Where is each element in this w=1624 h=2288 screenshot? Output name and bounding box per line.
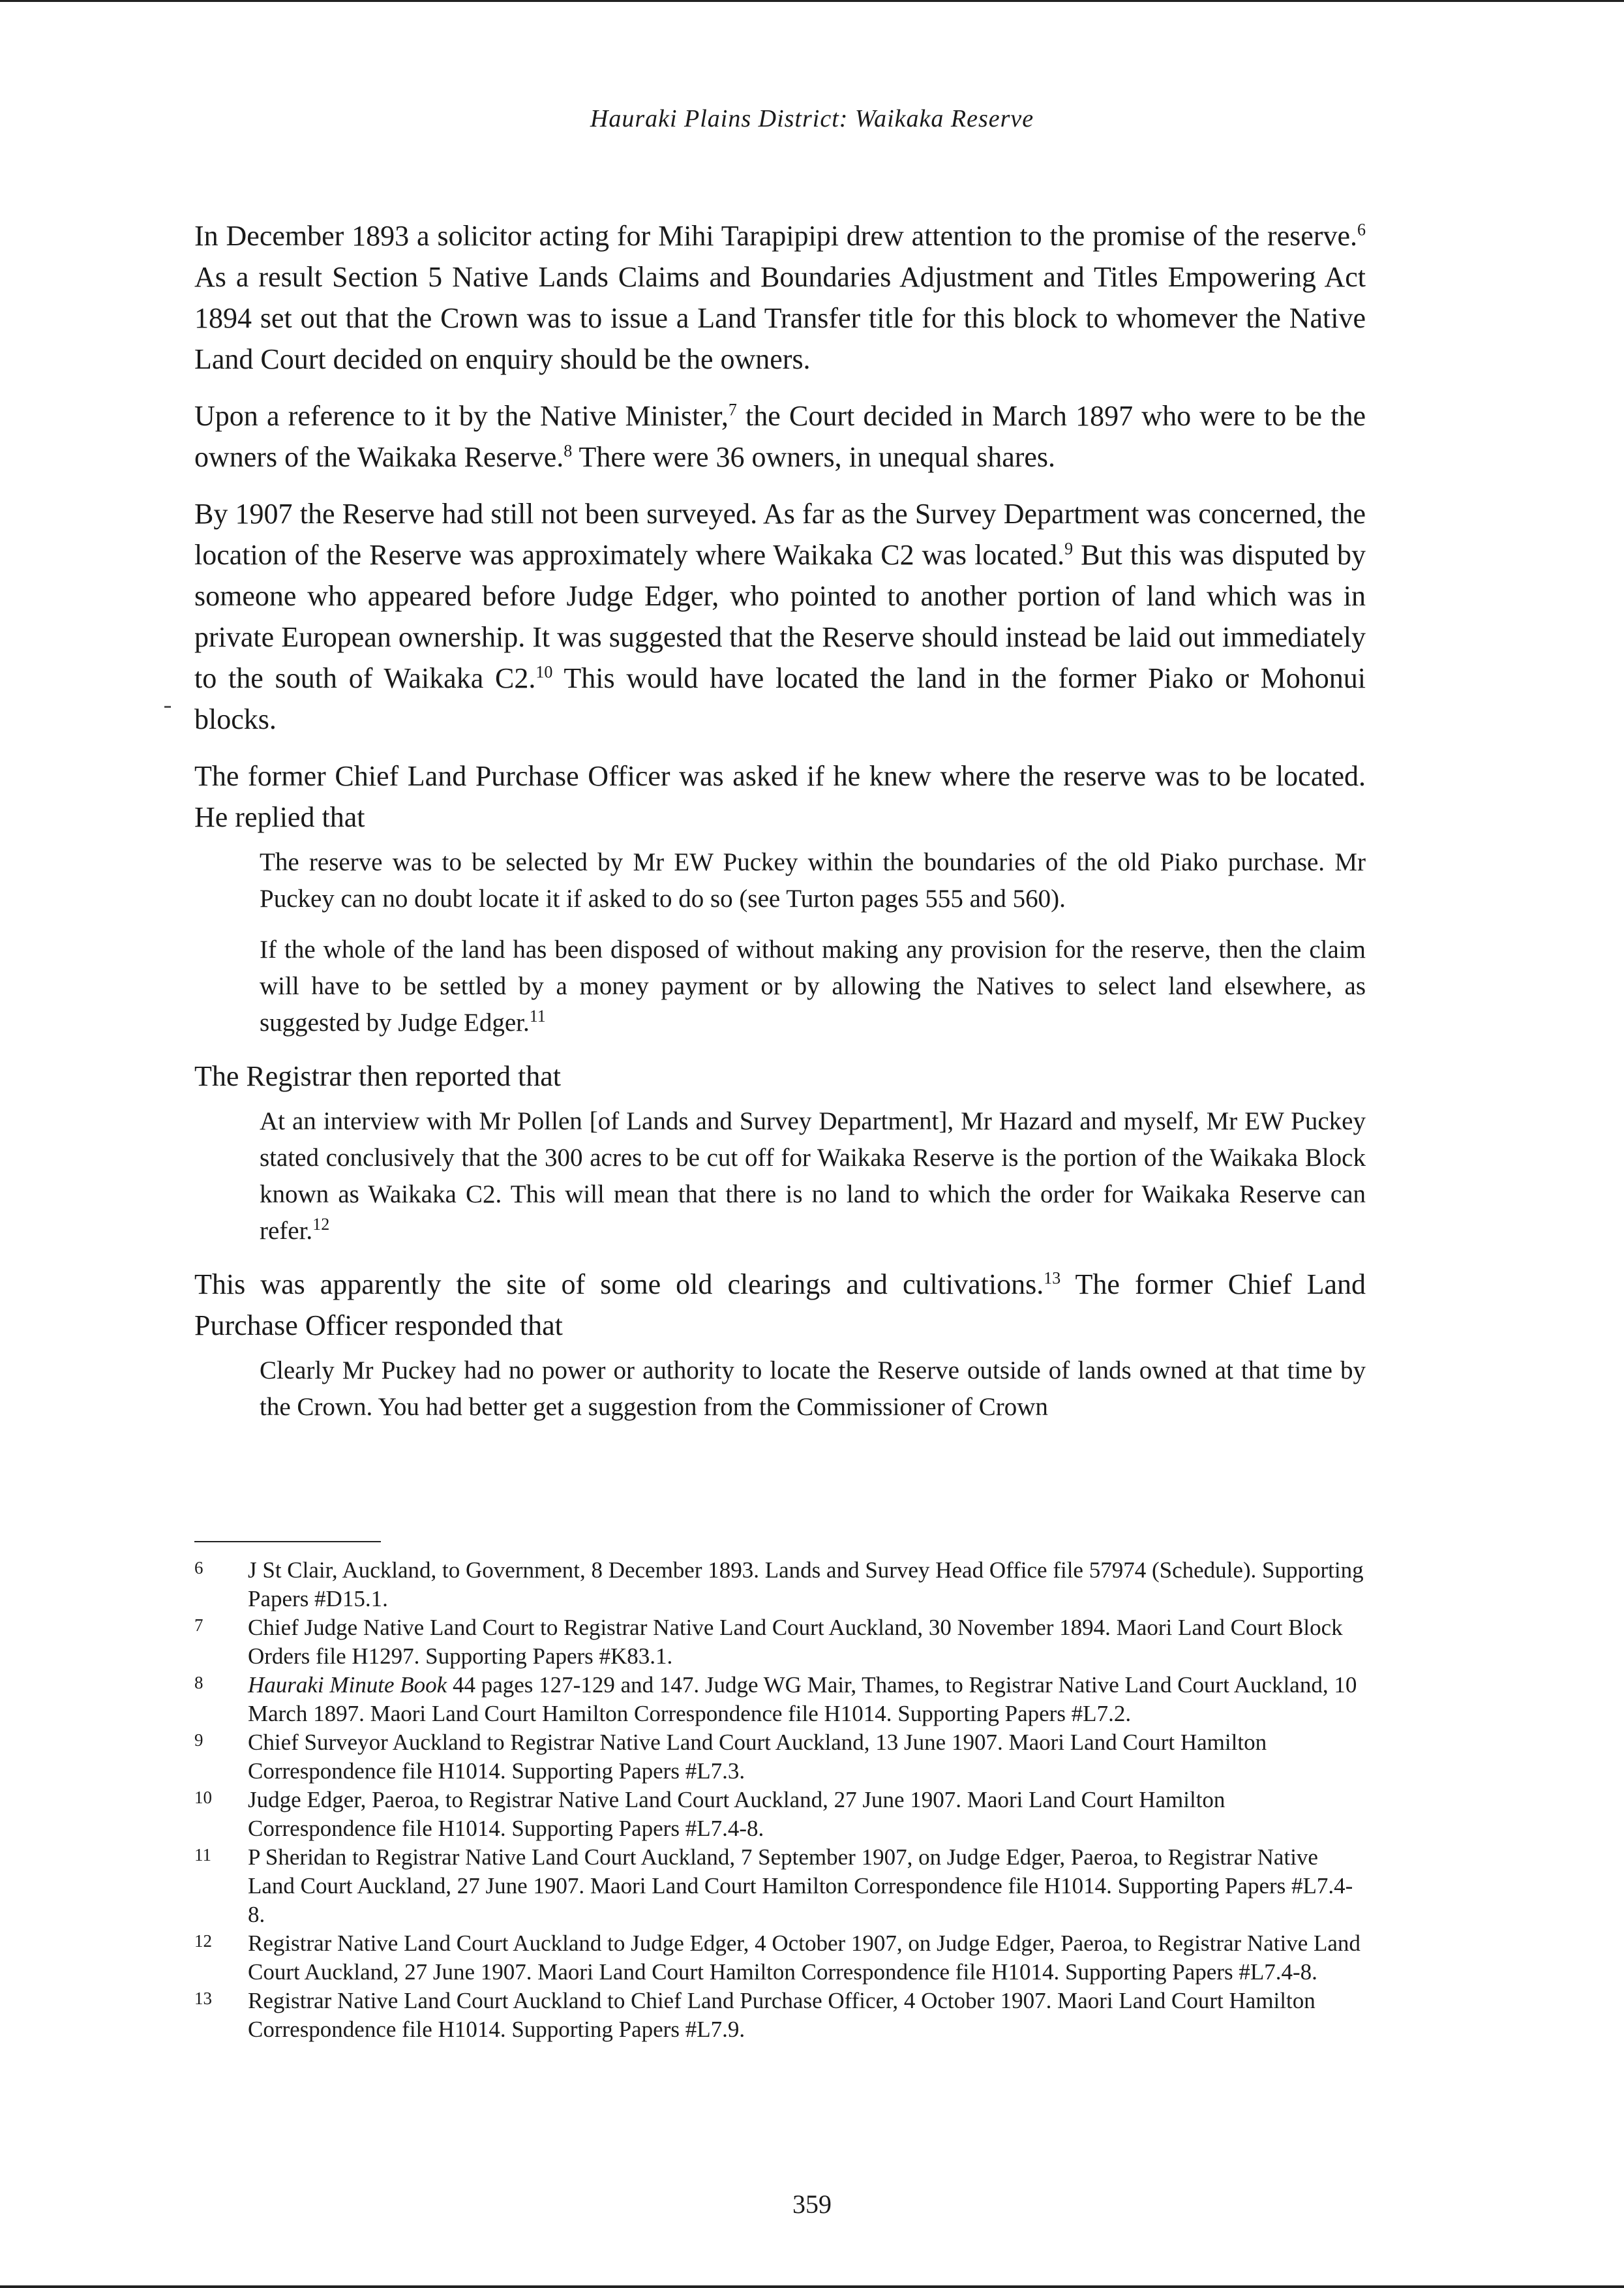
footnote-number: 9 — [194, 1730, 203, 1750]
footnote-ref-13[interactable]: 13 — [1044, 1268, 1061, 1288]
footnote-number: 11 — [194, 1845, 211, 1865]
footnote-text: Hauraki Minute Book 44 pages 127-129 and 147. Judge WG Mair, Thames, to Registrar Native Land Court Auckland, 10 March 1897. Maori Land Court Hamilton Correspondence file H1014. Supporting Papers #L7.2. — [248, 1672, 1357, 1726]
footnote-number: 10 — [194, 1788, 212, 1807]
footnote-ref-12[interactable]: 12 — [312, 1215, 330, 1234]
footnote-separator — [194, 1541, 381, 1542]
book-title: Hauraki Minute Book — [248, 1672, 447, 1698]
footnote-7 — [194, 1613, 1366, 1671]
paragraph-3: By 1907 the Reserve had still not been surveyed. As far as the Survey Department was concerned, the location of the Reserve was approximately where Waikaka C2 was located.$^9$ But this was disputed by someone who appeared before Judge Edger, who pointed to another portion of land which was in private European ownership. It was suggested that the Reserve should instead be laid out immediately to the south of Waikaka C2.10 This would have located the land in the former Piako or Mohonui blocks. — [194, 498, 1366, 735]
paragraph-4: The former Chief Land Purchase Officer was asked if he knew where the reserve was to be located. He replied that — [194, 760, 1366, 833]
footnote-ref-8[interactable]: 8 — [564, 441, 573, 461]
footnote-8 — [194, 1671, 1366, 1728]
footnote-number: 13 — [194, 1989, 212, 2008]
footnote-ref-7[interactable]: 7 — [728, 400, 737, 419]
footnote-number: 7 — [194, 1615, 203, 1635]
footnote-number: 6 — [194, 1558, 203, 1578]
footnote-text: P Sheridan to Registrar Native Land Court Auckland, 7 September 1907, on Judge Edger, Paeroa, to Registrar Native Land Court Auckland, 27 June 1907. Maori Land Court Hamilton Correspondence file H1014. Supporting Papers #L7.4-8. — [248, 1844, 1353, 1927]
footnote-12 — [194, 1929, 1366, 1987]
footnote-text: Judge Edger, Paeroa, to Registrar Native Land Court Auckland, 27 June 1907. Maori Land Court Hamilton Correspondence file H1014. Supporting Papers #L7.4-8. — [248, 1787, 1226, 1841]
paragraph-2: Upon a reference to it by the Native Minister,$^7$ the Court decided in March 1897 who were to be the owners of the Waikaka Reserve.$^8$ There were 36 owners, in unequal shares. — [194, 400, 1366, 473]
footnote-10 — [194, 1786, 1366, 1843]
paragraph-registrar: The Registrar then reported that — [194, 1060, 562, 1092]
footnote-9 — [194, 1728, 1366, 1786]
block-quote-1b: If the whole of the land has been disposed of without making any provision for the reserve, then the claim will have to be settled by a money payment or by allowing the Natives to select land elsewhere, as suggested by Judge Edger.$^{11}$ — [260, 936, 1366, 1037]
footnote-13 — [194, 1987, 1366, 2044]
page-number: 359 — [792, 2189, 832, 2219]
footnote-text: Registrar Native Land Court Auckland to Judge Edger, 4 October 1907, on Judge Edger, Paeroa, to Registrar Native Land Court Auckland, 27 June 1907. Maori Land Court Hamilton Correspondence file H1014. Supporting Papers #L7.4-8. — [248, 1930, 1361, 1985]
footnote-text: Chief Surveyor Auckland to Registrar Native Land Court Auckland, 13 June 1907. Maori Land Court Hamilton Correspondence file H1014. Supporting Papers #L7.3. — [248, 1730, 1267, 1784]
running-head: Hauraki Plains District: Waikaka Reserve — [590, 105, 1034, 132]
paragraph-5: This was apparently the site of some old clearings and cultivations.$^{13}$ The former Chief Land Purchase Officer responded that — [194, 1268, 1366, 1341]
block-quote-3: Clearly Mr Puckey had no power or authority to locate the Reserve outside of lands owned at that time by the Crown. You had better get a suggestion from the Commissioner of Crown — [260, 1356, 1366, 1421]
footnote-text: Chief Judge Native Land Court to Registrar Native Land Court Auckland, 30 November 1894. Maori Land Court Block Orders file H1297. Supporting Papers #K83.1. — [248, 1615, 1343, 1669]
footnote-number: 12 — [194, 1931, 212, 1951]
footnote-ref-10[interactable]: 10 — [535, 662, 553, 682]
block-quote-1a: The reserve was to be selected by Mr EW Puckey within the boundaries of the old Piako purchase. Mr Puckey can no doubt locate it if asked to do so (see Turton pages 555 and 560). — [260, 848, 1366, 913]
bottom-border-rule — [0, 2285, 1624, 2288]
footnote-11 — [194, 1843, 1366, 1929]
footnote-ref-6[interactable]: 6 — [1357, 220, 1366, 239]
footnote-text: J St Clair, Auckland, to Government, 8 December 1893. Lands and Survey Head Office file 57974 (Schedule). Supporting Papers #D15.1. — [248, 1557, 1364, 1611]
paragraph-1: In December 1893 a solicitor acting for Mihi Tarapipipi drew attention to the promise of the reserve.$^6$ As a result Section 5 Native Lands Claims and Boundaries Adjustment and Titles Empowering Act 1894 set out that the Crown was to issue a Land Transfer title for this block to whomever the Native Land Court decided on enquiry should be the owners. — [194, 220, 1366, 375]
footnote-number: 8 — [194, 1673, 203, 1692]
footnotes — [194, 1556, 1366, 2044]
footnote-6 — [194, 1556, 1366, 1613]
margin-mark — [164, 706, 171, 708]
top-border-rule — [0, 0, 1624, 2]
footnote-ref-11[interactable]: 11 — [529, 1007, 546, 1026]
footnote-text: Registrar Native Land Court Auckland to Chief Land Purchase Officer, 4 October 1907. Maori Land Court Hamilton Correspondence file H1014. Supporting Papers #L7.9. — [248, 1988, 1316, 2042]
footnote-ref-9[interactable]: 9 — [1064, 539, 1074, 558]
block-quote-2: At an interview with Mr Pollen [of Lands and Survey Department], Mr Hazard and myself, Mr EW Puckey stated conclusively that the 300 acres to be cut off for Waikaka Reserve is the portion of the Waikaka Block known as Waikaka C2. This will mean that there is no land to which the order for Waikaka Reserve can refer.$^{12}$ — [260, 1107, 1366, 1245]
body-text — [194, 215, 1366, 1440]
